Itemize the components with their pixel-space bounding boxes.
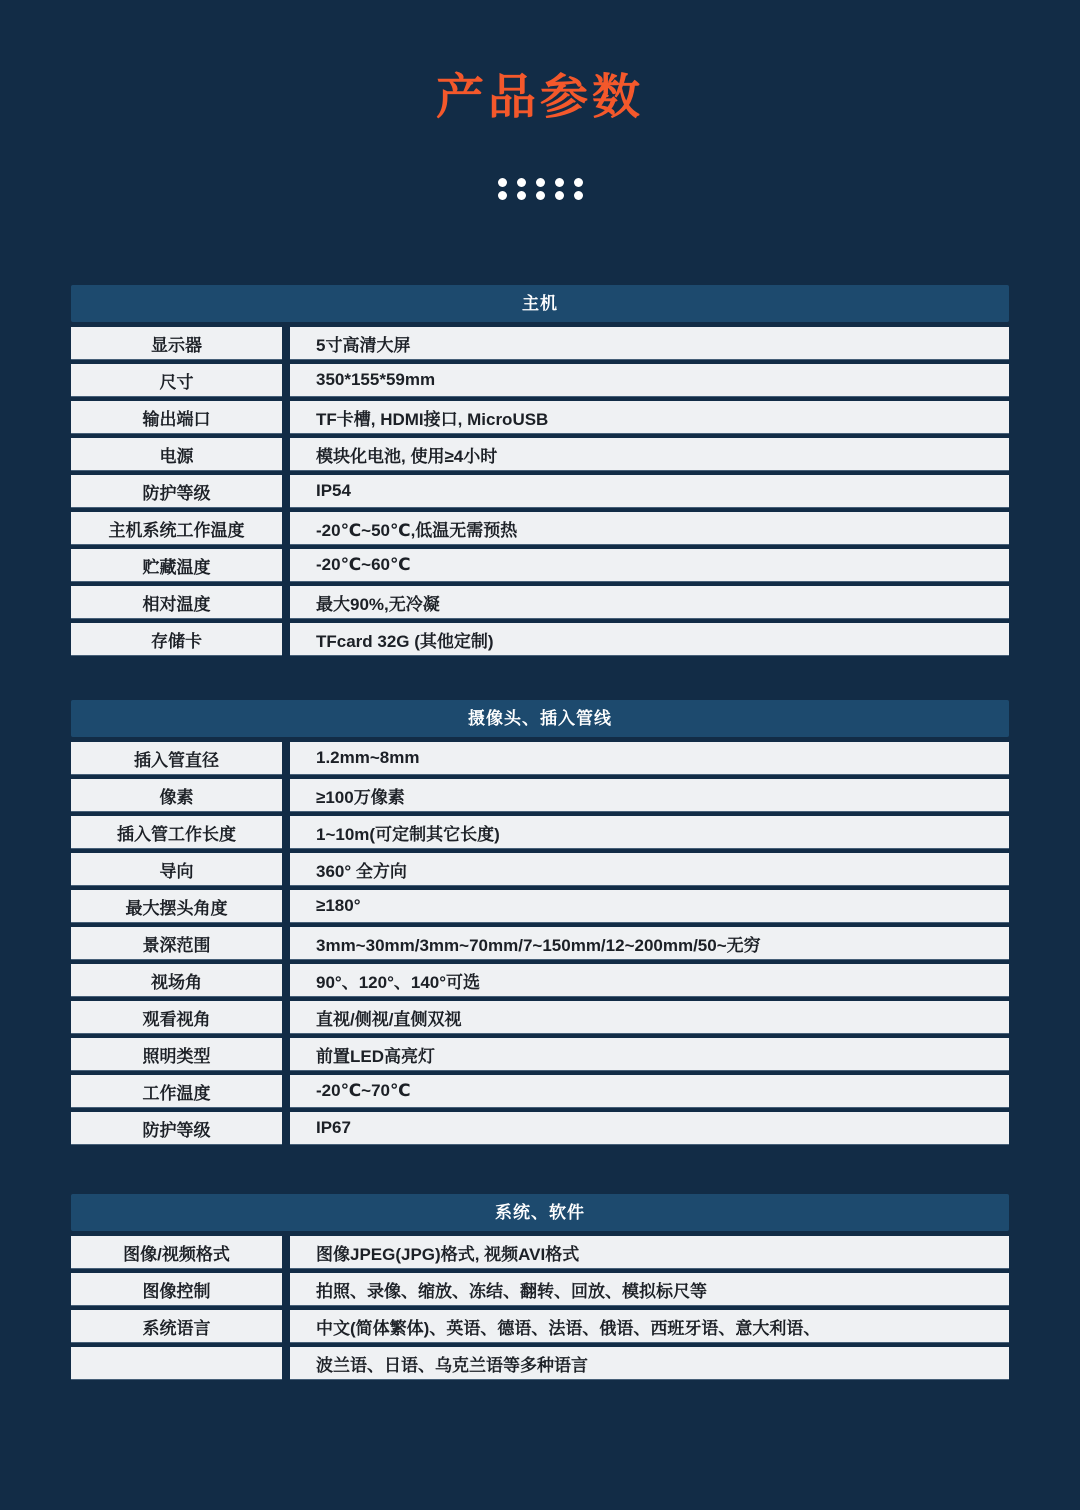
- dot-icon: [536, 178, 545, 187]
- row-label: 像素: [71, 779, 282, 811]
- table-row: [71, 475, 1009, 507]
- row-label: 尺寸: [71, 364, 282, 396]
- row-label: 系统语言: [71, 1310, 282, 1342]
- dot-icon: [574, 191, 583, 200]
- row-label: 图像/视频格式: [71, 1236, 282, 1268]
- table-row: [71, 1273, 1009, 1305]
- spec-table-system-software: [71, 1194, 1009, 1379]
- row-label: 插入管工作长度: [71, 816, 282, 848]
- table-row: [71, 816, 1009, 848]
- dot-icon: [498, 178, 507, 187]
- table-row: [71, 890, 1009, 922]
- table-row: [71, 1236, 1009, 1268]
- table-row: [71, 1075, 1009, 1107]
- row-label: 主机系统工作温度: [71, 512, 282, 544]
- row-label: 照明类型: [71, 1038, 282, 1070]
- row-value: 最大90%,无冷凝: [290, 586, 1009, 618]
- table-row: [71, 742, 1009, 774]
- row-value: 1.2mm~8mm: [290, 742, 1009, 774]
- dot-icon: [555, 178, 564, 187]
- table-row: [71, 401, 1009, 433]
- dot-icon: [574, 178, 583, 187]
- row-label: 景深范围: [71, 927, 282, 959]
- row-value: 1~10m(可定制其它长度): [290, 816, 1009, 848]
- row-label: 存储卡: [71, 623, 282, 655]
- table-row: [71, 438, 1009, 470]
- table-row: [71, 1001, 1009, 1033]
- row-label: 工作温度: [71, 1075, 282, 1107]
- row-value: IP67: [290, 1112, 1009, 1144]
- dot-icon: [555, 191, 564, 200]
- table-row: [71, 623, 1009, 655]
- row-value: TFcard 32G (其他定制): [290, 623, 1009, 655]
- row-label: 观看视角: [71, 1001, 282, 1033]
- row-label: 显示器: [71, 327, 282, 359]
- table-row: [71, 779, 1009, 811]
- row-value: 中文(简体繁体)、英语、德语、法语、俄语、西班牙语、意大利语、: [290, 1310, 1009, 1342]
- row-value: -20℃~50℃,低温无需预热: [290, 512, 1009, 544]
- row-label: 插入管直径: [71, 742, 282, 774]
- table-header: 摄像头、插入管线: [71, 700, 1009, 737]
- table-row: [71, 927, 1009, 959]
- dot-icon: [517, 191, 526, 200]
- table-row: [71, 586, 1009, 618]
- dot-icon: [536, 191, 545, 200]
- table-row: [71, 1310, 1009, 1342]
- spec-table-camera-tube: [71, 700, 1009, 1144]
- dot-icon: [517, 178, 526, 187]
- row-value: 图像JPEG(JPG)格式, 视频AVI格式: [290, 1236, 1009, 1268]
- row-label: 导向: [71, 853, 282, 885]
- row-label: 防护等级: [71, 475, 282, 507]
- dots-decoration-icon: [496, 178, 584, 200]
- row-label: 视场角: [71, 964, 282, 996]
- row-label: [71, 1347, 282, 1379]
- row-label: 防护等级: [71, 1112, 282, 1144]
- row-value: 拍照、录像、缩放、冻结、翻转、回放、模拟标尺等: [290, 1273, 1009, 1305]
- table-header: 主机: [71, 285, 1009, 322]
- table-row: [71, 327, 1009, 359]
- table-row: [71, 1112, 1009, 1144]
- page-title: 产品参数: [435, 71, 644, 124]
- row-label: 贮藏温度: [71, 549, 282, 581]
- row-value: ≥100万像素: [290, 779, 1009, 811]
- row-value: 前置LED高亮灯: [290, 1038, 1009, 1070]
- table-row: [71, 853, 1009, 885]
- row-value: 直视/侧视/直侧双视: [290, 1001, 1009, 1033]
- row-value: 90°、120°、140°可选: [290, 964, 1009, 996]
- table-row: [71, 549, 1009, 581]
- row-value: ≥180°: [290, 890, 1009, 922]
- table-row: [71, 964, 1009, 996]
- table-row: [71, 1038, 1009, 1070]
- row-value: -20℃~60℃: [290, 549, 1009, 581]
- row-value: TF卡槽, HDMI接口, MicroUSB: [290, 401, 1009, 433]
- dot-icon: [498, 191, 507, 200]
- row-label: 电源: [71, 438, 282, 470]
- row-value: 波兰语、日语、乌克兰语等多种语言: [290, 1347, 1009, 1379]
- row-label: 相对温度: [71, 586, 282, 618]
- row-value: 360° 全方向: [290, 853, 1009, 885]
- row-value: 5寸高清大屏: [290, 327, 1009, 359]
- row-value: 350*155*59mm: [290, 364, 1009, 396]
- table-row: [71, 1347, 1009, 1379]
- row-label: 最大摆头角度: [71, 890, 282, 922]
- table-row: [71, 512, 1009, 544]
- row-value: 模块化电池, 使用≥4小时: [290, 438, 1009, 470]
- table-row: [71, 364, 1009, 396]
- row-value: IP54: [290, 475, 1009, 507]
- row-label: 输出端口: [71, 401, 282, 433]
- row-value: -20℃~70℃: [290, 1075, 1009, 1107]
- table-header: 系统、软件: [71, 1194, 1009, 1231]
- spec-table-host: [71, 285, 1009, 655]
- row-value: 3mm~30mm/3mm~70mm/7~150mm/12~200mm/50~无穷: [290, 927, 1009, 959]
- row-label: 图像控制: [71, 1273, 282, 1305]
